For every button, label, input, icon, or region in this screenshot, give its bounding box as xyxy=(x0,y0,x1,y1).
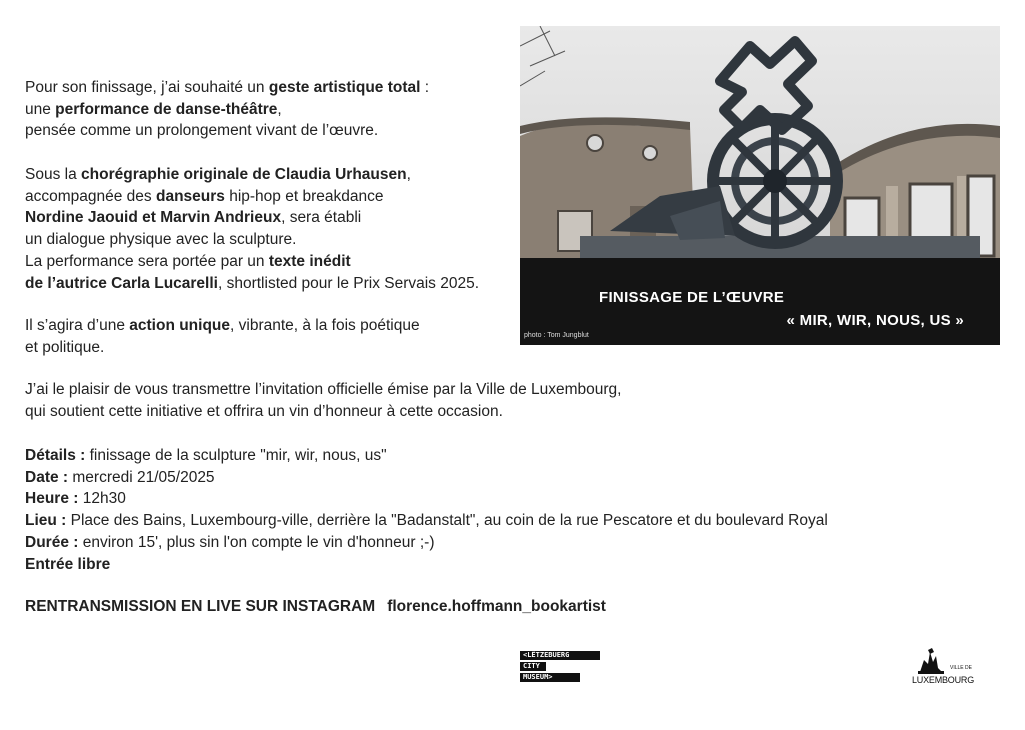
intro-text: pensée comme un prolongement vivant de l’œuvre. xyxy=(25,122,379,140)
live-stream-text: RENTRANSMISSION EN LIVE SUR INSTAGRAM xyxy=(25,598,376,615)
action-text: , vibrante, à la fois poétique xyxy=(230,317,420,334)
intro-text: : xyxy=(420,79,430,96)
location-label: Lieu : xyxy=(25,512,67,530)
intro-text: , xyxy=(277,100,282,118)
time-value: 12h30 xyxy=(78,490,126,508)
location-value: Place des Bains, Luxembourg-ville, derrière la "Badanstalt", au coin de la rue Pescatore et du boulevard Royal xyxy=(66,512,828,530)
date-label: Date : xyxy=(25,468,69,486)
choreo-text: accompagnée des xyxy=(25,187,156,205)
choreo-text: , sera établi xyxy=(281,209,362,227)
intro-highlight: performance de danse-théâtre xyxy=(55,100,278,118)
details-label: Détails : xyxy=(25,447,86,464)
choreo-highlight: texte inédit xyxy=(268,252,351,270)
date-value: mercredi 21/05/2025 xyxy=(68,468,215,486)
intro-paragraph xyxy=(25,77,429,142)
choreo-text: , shortlisted pour le Prix Servais 2025. xyxy=(217,274,480,292)
choreo-text: Sous la xyxy=(25,166,82,183)
duration-value: environ 15', plus sin l'on compte le vin d'honneur ;-) xyxy=(78,533,435,551)
choreo-text: hip-hop et breakdance xyxy=(224,187,384,205)
invitation-text: qui soutient cette initiative et offrira un vin d’honneur à cette occasion. xyxy=(25,402,503,420)
intro-text: une xyxy=(25,100,56,118)
action-text: et politique. xyxy=(25,338,105,356)
photo-title: FINISSAGE DE L’ŒUVRE xyxy=(599,289,785,306)
city-emblem-icon xyxy=(914,646,946,676)
choreo-text: La performance sera portée par un xyxy=(25,252,269,270)
action-highlight: action unique xyxy=(129,317,231,334)
live-stream-line xyxy=(25,596,606,618)
city-logo-small-text: VILLE DE xyxy=(950,665,972,671)
museum-logo-line: <LËTZEBUERG xyxy=(520,651,600,660)
author-name: de l’autrice Carla Lucarelli xyxy=(25,274,218,292)
details-value: finissage de la sculpture "mir, wir, nous, us" xyxy=(85,447,387,464)
invitation-text: J’ai le plaisir de vous transmettre l’invitation officielle émise par la Ville de Luxembourg, xyxy=(25,381,622,398)
choreography-paragraph xyxy=(25,164,479,294)
intro-text: Pour son finissage, j’ai souhaité un xyxy=(25,79,269,96)
details-block xyxy=(25,445,828,575)
museum-logo-line: MUSEUM> xyxy=(520,673,580,682)
photo-credit: photo : Tom Jungblut xyxy=(524,332,589,339)
free-entry: Entrée libre xyxy=(25,555,111,573)
action-paragraph xyxy=(25,315,420,358)
ville-de-luxembourg-logo xyxy=(912,646,982,686)
event-photo xyxy=(520,26,1000,345)
instagram-handle: florence.hoffmann_bookartist xyxy=(387,598,606,615)
museum-logo-line: CITY xyxy=(520,662,546,671)
choreo-text: un dialogue physique avec la sculpture. xyxy=(25,231,297,249)
choreo-highlight: chorégraphie originale de Claudia Urhausen xyxy=(81,166,407,183)
dancers-names: Nordine Jaouid et Marvin Andrieux xyxy=(25,209,282,227)
time-label: Heure : xyxy=(25,490,79,508)
choreo-text: , xyxy=(406,166,411,183)
action-text: Il s’agira d’une xyxy=(25,317,130,334)
duration-label: Durée : xyxy=(25,533,79,551)
city-logo-name: LUXEMBOURG xyxy=(912,675,975,685)
city-museum-logo xyxy=(520,651,600,684)
invitation-paragraph xyxy=(25,379,621,422)
choreo-highlight: danseurs xyxy=(155,187,225,205)
intro-highlight: geste artistique total xyxy=(268,79,421,96)
photo-subtitle: « MIR, WIR, NOUS, US » xyxy=(786,312,964,329)
